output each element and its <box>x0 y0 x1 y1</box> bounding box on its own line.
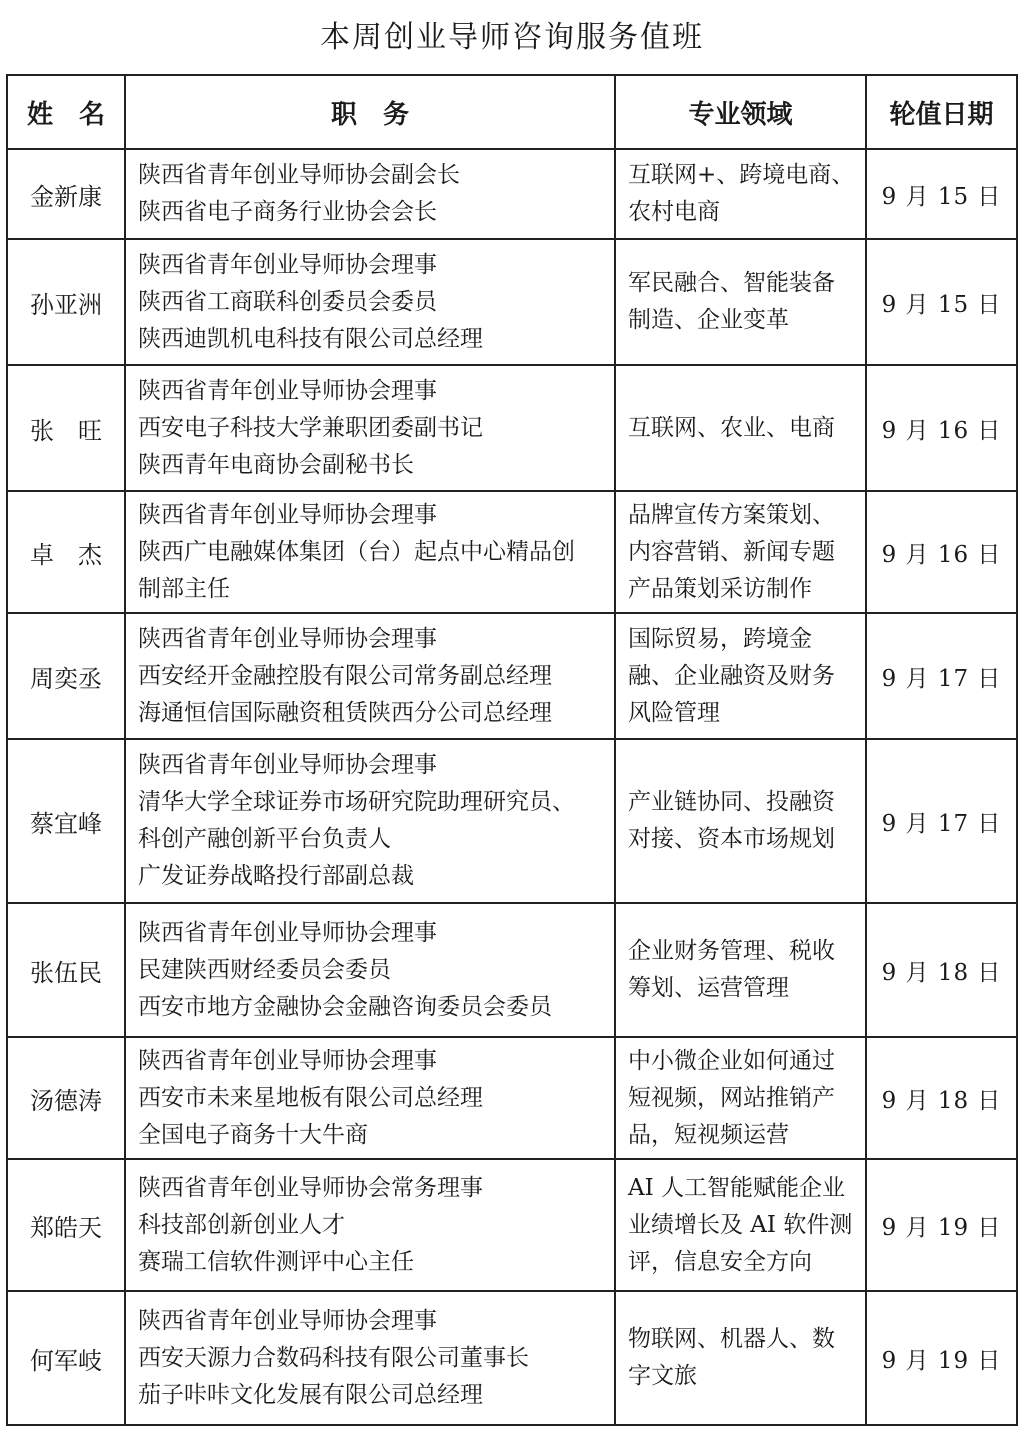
position-line: 海通恒信国际融资租赁陕西分公司总经理 <box>138 699 552 726</box>
expertise-field <box>615 1159 866 1291</box>
expertise-field <box>615 239 866 365</box>
duty-date: 9 月 16 日 <box>866 491 1017 613</box>
duty-date: 9 月 19 日 <box>866 1159 1017 1291</box>
expertise-field <box>615 491 866 613</box>
mentor-name: 郑皓天 <box>7 1159 125 1291</box>
position-line: 茄子咔咔文化发展有限公司总经理 <box>138 1381 483 1408</box>
expertise-text: 军民融合、智能装备制造、企业变革 <box>628 270 835 333</box>
mentor-positions <box>125 239 615 365</box>
header-position: 职 务 <box>125 75 615 149</box>
mentor-name: 汤德涛 <box>7 1037 125 1159</box>
position-line: 全国电子商务十大牛商 <box>138 1121 368 1148</box>
expertise-text: 品牌宣传方案策划、内容营销、新闻专题产品策划采访制作 <box>628 501 835 602</box>
mentor-positions <box>125 365 615 491</box>
mentor-positions <box>125 613 615 739</box>
duty-date: 9 月 18 日 <box>866 1037 1017 1159</box>
position-line: 陕西迪凯机电科技有限公司总经理 <box>138 325 483 352</box>
position-line: 制部主任 <box>138 575 230 602</box>
mentor-name: 张伍民 <box>7 903 125 1037</box>
expertise-field <box>615 739 866 903</box>
position-line: 陕西省青年创业导师协会理事 <box>138 919 437 946</box>
table-row <box>7 239 1017 365</box>
position-line: 陕西省青年创业导师协会理事 <box>138 251 437 278</box>
mentor-name: 何军岐 <box>7 1291 125 1425</box>
table-body <box>7 149 1017 1425</box>
mentor-name: 卓 杰 <box>7 491 125 613</box>
position-line: 西安市未来星地板有限公司总经理 <box>138 1084 483 1111</box>
position-line: 广发证券战略投行部副总裁 <box>138 863 414 889</box>
mentor-positions <box>125 1291 615 1425</box>
expertise-field <box>615 613 866 739</box>
mentor-positions <box>125 903 615 1037</box>
position-line: 赛瑞工信软件测评中心主任 <box>138 1248 414 1275</box>
expertise-text: 互联网+、跨境电商、农村电商 <box>628 162 855 225</box>
mentor-name: 蔡宜峰 <box>7 739 125 903</box>
expertise-field <box>615 1291 866 1425</box>
page-title: 本周创业导师咨询服务值班 <box>320 20 704 55</box>
mentor-name: 周奕丞 <box>7 613 125 739</box>
duty-date: 9 月 18 日 <box>866 903 1017 1037</box>
position-line: 陕西省青年创业导师协会副会长 <box>138 162 460 188</box>
mentor-name: 张 旺 <box>7 365 125 491</box>
position-line: 陕西省青年创业导师协会理事 <box>138 625 437 652</box>
table-row <box>7 903 1017 1037</box>
duty-date: 9 月 15 日 <box>866 239 1017 365</box>
position-line: 陕西省青年创业导师协会常务理事 <box>138 1174 483 1201</box>
position-line: 清华大学全球证券市场研究院助理研究员、 <box>138 789 575 815</box>
position-line: 西安电子科技大学兼职团委副书记 <box>138 414 483 441</box>
position-line: 陕西省青年创业导师协会理事 <box>138 752 437 778</box>
expertise-field <box>615 1037 866 1159</box>
position-line: 西安经开金融控股有限公司常务副总经理 <box>138 662 552 689</box>
expertise-text: 互联网、农业、电商 <box>628 414 835 441</box>
table-header-row <box>7 75 1017 149</box>
table-row <box>7 1159 1017 1291</box>
expertise-text: AI 人工智能赋能企业业绩增长及 AI 软件测评，信息安全方向 <box>628 1174 853 1275</box>
table-row <box>7 613 1017 739</box>
duty-table <box>6 74 1018 1426</box>
duty-date: 9 月 17 日 <box>866 613 1017 739</box>
position-line: 西安天源力合数码科技有限公司董事长 <box>138 1344 529 1371</box>
table-row <box>7 739 1017 903</box>
expertise-text: 企业财务管理、税收筹划、运营管理 <box>628 938 835 1001</box>
mentor-name: 孙亚洲 <box>7 239 125 365</box>
position-line: 西安市地方金融协会金融咨询委员会委员 <box>138 993 552 1020</box>
mentor-positions <box>125 149 615 239</box>
mentor-positions <box>125 739 615 903</box>
position-line: 陕西省青年创业导师协会理事 <box>138 1047 437 1074</box>
position-line: 民建陕西财经委员会委员 <box>138 956 391 983</box>
header-field: 专业领域 <box>615 75 866 149</box>
duty-date: 9 月 17 日 <box>866 739 1017 903</box>
mentor-name: 金新康 <box>7 149 125 239</box>
table-row <box>7 491 1017 613</box>
table-row <box>7 1291 1017 1425</box>
expertise-field <box>615 149 866 239</box>
position-line: 陕西省青年创业导师协会理事 <box>138 501 437 528</box>
table-row <box>7 149 1017 239</box>
expertise-text: 中小微企业如何通过短视频，网站推销产品，短视频运营 <box>628 1047 835 1148</box>
expertise-field <box>615 365 866 491</box>
position-line: 陕西青年电商协会副秘书长 <box>138 451 414 478</box>
duty-date: 9 月 15 日 <box>866 149 1017 239</box>
duty-date: 9 月 16 日 <box>866 365 1017 491</box>
mentor-positions <box>125 1159 615 1291</box>
mentor-positions <box>125 1037 615 1159</box>
expertise-text: 国际贸易，跨境金融、企业融资及财务风险管理 <box>628 625 835 726</box>
position-line: 陕西省青年创业导师协会理事 <box>138 1307 437 1334</box>
expertise-text: 物联网、机器人、数字文旅 <box>628 1326 835 1389</box>
expertise-field <box>615 903 866 1037</box>
duty-date: 9 月 19 日 <box>866 1291 1017 1425</box>
header-date: 轮值日期 <box>866 75 1017 149</box>
mentor-positions <box>125 491 615 613</box>
header-name: 姓 名 <box>7 75 125 149</box>
position-line: 陕西省青年创业导师协会理事 <box>138 377 437 404</box>
position-line: 陕西广电融媒体集团（台）起点中心精品创 <box>138 538 575 565</box>
expertise-text: 产业链协同、投融资对接、资本市场规划 <box>628 789 835 852</box>
position-line: 陕西省电子商务行业协会会长 <box>138 199 437 225</box>
position-line: 科创产融创新平台负责人 <box>138 826 391 852</box>
position-line: 科技部创新创业人才 <box>138 1211 345 1238</box>
table-row <box>7 1037 1017 1159</box>
position-line: 陕西省工商联科创委员会委员 <box>138 288 437 315</box>
table-row <box>7 365 1017 491</box>
